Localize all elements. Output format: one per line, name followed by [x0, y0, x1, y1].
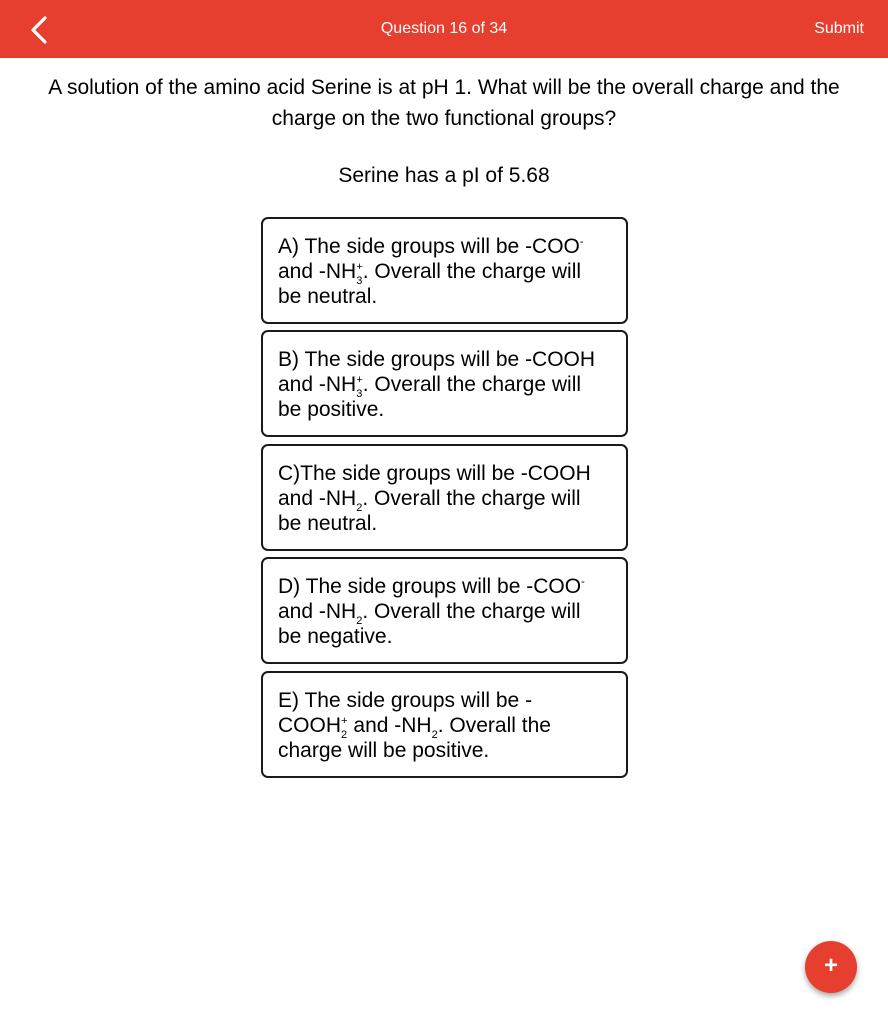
answer-line: and $-NH_2$. Overall the charge will — [278, 487, 581, 514]
question-counter-label: Question 16 of 34 — [380, 20, 508, 37]
answer-option-c[interactable] — [261, 444, 628, 551]
top-bar — [0, 0, 888, 58]
answer-line: be negative. — [278, 625, 393, 648]
submit-button[interactable]: Submit — [814, 20, 864, 37]
answer-line: C)The side groups will be -COOH — [278, 462, 591, 485]
answer-line: and $-NH_3^+$. Overall the charge will — [278, 260, 582, 287]
answer-line: be positive. — [278, 398, 385, 421]
answer-option-b[interactable] — [261, 330, 628, 437]
question-text: A solution of the amino acid Serine is at pH 1. What will be the overall charge and the charge on the two functional groups? — [48, 76, 840, 130]
answer-line: charge will be positive. — [278, 739, 490, 762]
add-button[interactable] — [805, 941, 857, 993]
question-counter — [0, 20, 888, 38]
chevron-left-icon — [22, 12, 58, 48]
answer-line: and $-NH_2$. Overall the charge will — [278, 600, 581, 627]
answer-line: and $-NH_3^+$. Overall the charge will — [278, 373, 582, 400]
back-button[interactable] — [22, 12, 58, 48]
answer-option-d[interactable] — [261, 557, 628, 664]
answer-line: D) The side groups will be -COO- — [278, 575, 585, 598]
answer-line: E) The side groups will be - — [278, 689, 533, 712]
answer-line: be neutral. — [278, 285, 378, 308]
answer-line: A) The side groups will be -COO- — [278, 235, 584, 258]
answer-line: $COOH_2^+$ and $-NH_2$. Overall the — [278, 714, 551, 741]
plus-icon: + — [823, 952, 838, 979]
answer-line: be neutral. — [278, 512, 378, 535]
answer-line: B) The side groups will be -COOH — [278, 348, 596, 371]
answer-option-e[interactable] — [261, 671, 628, 778]
question-hint: Serine has a pI of 5.68 — [338, 164, 550, 187]
answer-option-a[interactable] — [261, 217, 628, 324]
